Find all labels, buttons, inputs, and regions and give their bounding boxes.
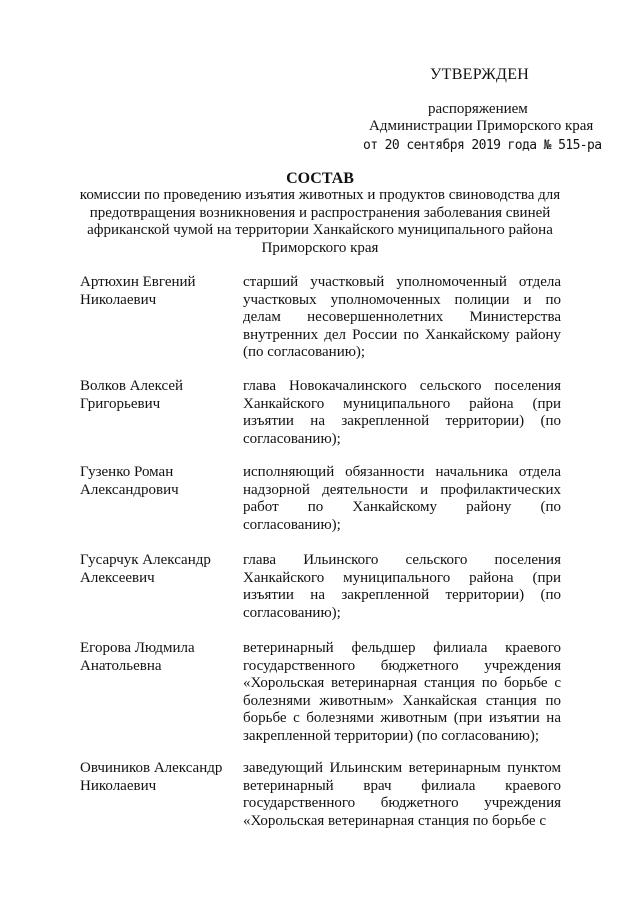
- member-role: старший участковый уполномоченный отдела участковых уполномоченных полиции и по делам несовершеннолетних Министерства внутренних дел России по Ханкайскому району (по согласованию);: [243, 274, 561, 360]
- member-role: заведующий Ильинским ветеринарным пунктом ветеринарный врач филиала краевого государственного бюджетного учреждения «Хорольская ветеринарная станция по борьбе с: [243, 760, 561, 829]
- member-name: Овчиников Александр Николаевич: [80, 760, 223, 794]
- document-title: СОСТАВ: [286, 170, 354, 187]
- member-role: ветеринарный фельдшер филиала краевого государственного бюджетного учреждения «Хорольская ветеринарная станция по борьбе с болезнями животным» Ханкайская станция по борьбе с болезнями животным (при изъятии на закрепленной территории) (по согласованию);: [243, 640, 561, 744]
- order-date-number: от 20 сентября 2019 года № 515-ра: [363, 138, 602, 153]
- member-role: глава Ильинского сельского поселения Ханкайского муниципального района (при изъятии на закрепленной территории) (по согласованию);: [243, 552, 561, 621]
- member-name: Артюхин Евгений Николаевич: [80, 274, 196, 308]
- order-line-1: распоряжением: [428, 101, 528, 117]
- member-name: Волков Алексей Григорьевич: [80, 378, 184, 412]
- approved-stamp: УТВЕРЖДЕН: [430, 66, 530, 83]
- member-name: Егорова Людмила Анатольевна: [80, 640, 195, 674]
- order-line-2: Администрации Приморского края: [369, 118, 594, 134]
- member-name: Гусарчук Александр Алексеевич: [80, 552, 211, 586]
- member-role: глава Новокачалинского сельского поселения Ханкайского муниципального района (при изъятии на закрепленной территории) (по согласованию);: [243, 378, 561, 447]
- member-role: исполняющий обязанности начальника отдела надзорной деятельности и профилактических работ по Ханкайскому району (по согласованию);: [243, 464, 561, 533]
- member-name: Гузенко Роман Александрович: [80, 464, 179, 498]
- document-subtitle: комиссии по проведению изъятия животных и продуктов свиноводства для предотвращения возникновения и распространения заболевания свиней африканской чумой на территории Ханкайского муниципального района Приморского края: [79, 187, 561, 256]
